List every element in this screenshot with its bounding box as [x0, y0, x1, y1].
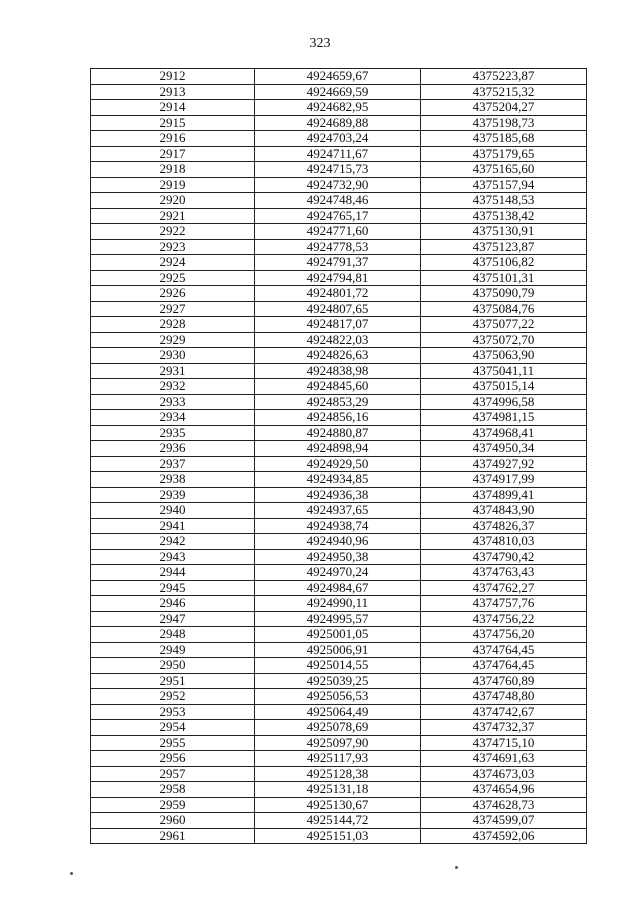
x-coordinate-cell: 4924659,67 [255, 69, 421, 85]
table-row [91, 84, 587, 100]
table-row [91, 534, 587, 550]
table-row [91, 131, 587, 147]
y-coordinate-cell: 4375148,53 [421, 193, 587, 209]
table-row [91, 115, 587, 131]
x-coordinate-cell: 4925144,72 [255, 813, 421, 829]
x-coordinate-cell: 4924715,73 [255, 162, 421, 178]
point-number-cell: 2919 [91, 177, 255, 193]
page-number: 323 [309, 36, 331, 51]
table-row [91, 642, 587, 658]
y-coordinate-cell: 4375215,32 [421, 84, 587, 100]
x-coordinate-cell: 4924929,50 [255, 456, 421, 472]
table-row [91, 363, 587, 379]
y-coordinate-cell: 4374760,89 [421, 673, 587, 689]
table-row [91, 828, 587, 844]
x-coordinate-cell: 4925014,55 [255, 658, 421, 674]
y-coordinate-cell: 4374673,03 [421, 766, 587, 782]
table-row [91, 162, 587, 178]
y-coordinate-cell: 4374810,03 [421, 534, 587, 550]
point-number-cell: 2923 [91, 239, 255, 255]
x-coordinate-cell: 4924791,37 [255, 255, 421, 271]
x-coordinate-cell: 4925078,69 [255, 720, 421, 736]
table-row [91, 193, 587, 209]
y-coordinate-cell: 4375223,87 [421, 69, 587, 85]
point-number-cell: 2940 [91, 503, 255, 519]
x-coordinate-cell: 4924807,65 [255, 301, 421, 317]
x-coordinate-cell: 4924880,87 [255, 425, 421, 441]
point-number-cell: 2956 [91, 751, 255, 767]
y-coordinate-cell: 4374628,73 [421, 797, 587, 813]
y-coordinate-cell: 4374748,80 [421, 689, 587, 705]
x-coordinate-cell: 4925097,90 [255, 735, 421, 751]
x-coordinate-cell: 4924689,88 [255, 115, 421, 131]
x-coordinate-cell: 4924853,29 [255, 394, 421, 410]
x-coordinate-cell: 4924778,53 [255, 239, 421, 255]
point-number-cell: 2929 [91, 332, 255, 348]
point-number-cell: 2913 [91, 84, 255, 100]
table-row [91, 301, 587, 317]
point-number-cell: 2930 [91, 348, 255, 364]
y-coordinate-cell: 4375101,31 [421, 270, 587, 286]
y-coordinate-cell: 4375072,70 [421, 332, 587, 348]
y-coordinate-cell: 4374790,42 [421, 549, 587, 565]
table-row [91, 348, 587, 364]
y-coordinate-cell: 4374950,34 [421, 441, 587, 457]
y-coordinate-cell: 4375157,94 [421, 177, 587, 193]
x-coordinate-cell: 4924703,24 [255, 131, 421, 147]
y-coordinate-cell: 4375185,68 [421, 131, 587, 147]
x-coordinate-cell: 4924938,74 [255, 518, 421, 534]
y-coordinate-cell: 4375015,14 [421, 379, 587, 395]
x-coordinate-cell: 4924826,63 [255, 348, 421, 364]
point-number-cell: 2939 [91, 487, 255, 503]
table-row [91, 425, 587, 441]
table-row [91, 146, 587, 162]
point-number-cell: 2947 [91, 611, 255, 627]
x-coordinate-cell: 4924794,81 [255, 270, 421, 286]
table-row [91, 317, 587, 333]
y-coordinate-cell: 4375041,11 [421, 363, 587, 379]
table-row [91, 503, 587, 519]
point-number-cell: 2921 [91, 208, 255, 224]
x-coordinate-cell: 4925130,67 [255, 797, 421, 813]
point-number-cell: 2951 [91, 673, 255, 689]
point-number-cell: 2954 [91, 720, 255, 736]
y-coordinate-cell: 4374715,10 [421, 735, 587, 751]
table-row [91, 782, 587, 798]
point-number-cell: 2959 [91, 797, 255, 813]
y-coordinate-cell: 4374592,06 [421, 828, 587, 844]
y-coordinate-cell: 4375138,42 [421, 208, 587, 224]
y-coordinate-cell: 4374756,20 [421, 627, 587, 643]
point-number-cell: 2946 [91, 596, 255, 612]
coordinates-table [90, 68, 587, 844]
y-coordinate-cell: 4374968,41 [421, 425, 587, 441]
y-coordinate-cell: 4374732,37 [421, 720, 587, 736]
x-coordinate-cell: 4924817,07 [255, 317, 421, 333]
x-coordinate-cell: 4924732,90 [255, 177, 421, 193]
x-coordinate-cell: 4924940,96 [255, 534, 421, 550]
y-coordinate-cell: 4375165,60 [421, 162, 587, 178]
point-number-cell: 2958 [91, 782, 255, 798]
x-coordinate-cell: 4924801,72 [255, 286, 421, 302]
y-coordinate-cell: 4374826,37 [421, 518, 587, 534]
x-coordinate-cell: 4925006,91 [255, 642, 421, 658]
point-number-cell: 2925 [91, 270, 255, 286]
table-row [91, 518, 587, 534]
table-row [91, 100, 587, 116]
point-number-cell: 2952 [91, 689, 255, 705]
y-coordinate-cell: 4375084,76 [421, 301, 587, 317]
table-row [91, 797, 587, 813]
y-coordinate-cell: 4375077,22 [421, 317, 587, 333]
table-row [91, 766, 587, 782]
x-coordinate-cell: 4924936,38 [255, 487, 421, 503]
y-coordinate-cell: 4374599,07 [421, 813, 587, 829]
table-row [91, 673, 587, 689]
x-coordinate-cell: 4925001,05 [255, 627, 421, 643]
x-coordinate-cell: 4924845,60 [255, 379, 421, 395]
x-coordinate-cell: 4924950,38 [255, 549, 421, 565]
y-coordinate-cell: 4374691,63 [421, 751, 587, 767]
table-row [91, 704, 587, 720]
y-coordinate-cell: 4374757,76 [421, 596, 587, 612]
point-number-cell: 2934 [91, 410, 255, 426]
point-number-cell: 2943 [91, 549, 255, 565]
x-coordinate-cell: 4924765,17 [255, 208, 421, 224]
y-coordinate-cell: 4374742,67 [421, 704, 587, 720]
point-number-cell: 2920 [91, 193, 255, 209]
x-coordinate-cell: 4924934,85 [255, 472, 421, 488]
x-coordinate-cell: 4924990,11 [255, 596, 421, 612]
point-number-cell: 2935 [91, 425, 255, 441]
table-row [91, 69, 587, 85]
point-number-cell: 2953 [91, 704, 255, 720]
point-number-cell: 2955 [91, 735, 255, 751]
x-coordinate-cell: 4924995,57 [255, 611, 421, 627]
table-row [91, 611, 587, 627]
y-coordinate-cell: 4374762,27 [421, 580, 587, 596]
point-number-cell: 2916 [91, 131, 255, 147]
point-number-cell: 2924 [91, 255, 255, 271]
point-number-cell: 2944 [91, 565, 255, 581]
table-row [91, 224, 587, 240]
point-number-cell: 2938 [91, 472, 255, 488]
y-coordinate-cell: 4375130,91 [421, 224, 587, 240]
point-number-cell: 2915 [91, 115, 255, 131]
table-row [91, 379, 587, 395]
y-coordinate-cell: 4374764,45 [421, 642, 587, 658]
point-number-cell: 2928 [91, 317, 255, 333]
table-row [91, 751, 587, 767]
scan-speck [455, 866, 458, 869]
table-row [91, 689, 587, 705]
y-coordinate-cell: 4375198,73 [421, 115, 587, 131]
table-row [91, 456, 587, 472]
x-coordinate-cell: 4925131,18 [255, 782, 421, 798]
point-number-cell: 2927 [91, 301, 255, 317]
point-number-cell: 2917 [91, 146, 255, 162]
point-number-cell: 2961 [91, 828, 255, 844]
x-coordinate-cell: 4924822,03 [255, 332, 421, 348]
point-number-cell: 2936 [91, 441, 255, 457]
table-row [91, 720, 587, 736]
table-row [91, 735, 587, 751]
table-row [91, 565, 587, 581]
table-row [91, 332, 587, 348]
y-coordinate-cell: 4375204,27 [421, 100, 587, 116]
x-coordinate-cell: 4924937,65 [255, 503, 421, 519]
table-row [91, 394, 587, 410]
table-row [91, 208, 587, 224]
y-coordinate-cell: 4374654,96 [421, 782, 587, 798]
table-body [91, 69, 587, 844]
y-coordinate-cell: 4374899,41 [421, 487, 587, 503]
table-row [91, 177, 587, 193]
table-row [91, 410, 587, 426]
point-number-cell: 2931 [91, 363, 255, 379]
x-coordinate-cell: 4925056,53 [255, 689, 421, 705]
x-coordinate-cell: 4924682,95 [255, 100, 421, 116]
point-number-cell: 2949 [91, 642, 255, 658]
y-coordinate-cell: 4375123,87 [421, 239, 587, 255]
y-coordinate-cell: 4375090,79 [421, 286, 587, 302]
x-coordinate-cell: 4924771,60 [255, 224, 421, 240]
y-coordinate-cell: 4374764,45 [421, 658, 587, 674]
x-coordinate-cell: 4924898,94 [255, 441, 421, 457]
table-row [91, 255, 587, 271]
point-number-cell: 2922 [91, 224, 255, 240]
point-number-cell: 2933 [91, 394, 255, 410]
y-coordinate-cell: 4374756,22 [421, 611, 587, 627]
point-number-cell: 2926 [91, 286, 255, 302]
point-number-cell: 2932 [91, 379, 255, 395]
y-coordinate-cell: 4375063,90 [421, 348, 587, 364]
point-number-cell: 2942 [91, 534, 255, 550]
x-coordinate-cell: 4924669,59 [255, 84, 421, 100]
y-coordinate-cell: 4374843,90 [421, 503, 587, 519]
y-coordinate-cell: 4375106,82 [421, 255, 587, 271]
table-row [91, 580, 587, 596]
table-row [91, 286, 587, 302]
table-row [91, 596, 587, 612]
y-coordinate-cell: 4374927,92 [421, 456, 587, 472]
table-row [91, 441, 587, 457]
x-coordinate-cell: 4925128,38 [255, 766, 421, 782]
x-coordinate-cell: 4925151,03 [255, 828, 421, 844]
point-number-cell: 2912 [91, 69, 255, 85]
x-coordinate-cell: 4924970,24 [255, 565, 421, 581]
point-number-cell: 2945 [91, 580, 255, 596]
table-row [91, 472, 587, 488]
point-number-cell: 2914 [91, 100, 255, 116]
scan-speck [70, 872, 73, 875]
x-coordinate-cell: 4925064,49 [255, 704, 421, 720]
table-row [91, 487, 587, 503]
point-number-cell: 2950 [91, 658, 255, 674]
x-coordinate-cell: 4924856,16 [255, 410, 421, 426]
table-row [91, 658, 587, 674]
point-number-cell: 2948 [91, 627, 255, 643]
x-coordinate-cell: 4925117,93 [255, 751, 421, 767]
y-coordinate-cell: 4374917,99 [421, 472, 587, 488]
table-row [91, 270, 587, 286]
table-row [91, 239, 587, 255]
y-coordinate-cell: 4374763,43 [421, 565, 587, 581]
point-number-cell: 2957 [91, 766, 255, 782]
table-row [91, 813, 587, 829]
y-coordinate-cell: 4375179,65 [421, 146, 587, 162]
x-coordinate-cell: 4924984,67 [255, 580, 421, 596]
point-number-cell: 2960 [91, 813, 255, 829]
x-coordinate-cell: 4925039,25 [255, 673, 421, 689]
table-row [91, 549, 587, 565]
point-number-cell: 2918 [91, 162, 255, 178]
point-number-cell: 2937 [91, 456, 255, 472]
y-coordinate-cell: 4374996,58 [421, 394, 587, 410]
table-row [91, 627, 587, 643]
x-coordinate-cell: 4924748,46 [255, 193, 421, 209]
x-coordinate-cell: 4924711,67 [255, 146, 421, 162]
x-coordinate-cell: 4924838,98 [255, 363, 421, 379]
y-coordinate-cell: 4374981,15 [421, 410, 587, 426]
point-number-cell: 2941 [91, 518, 255, 534]
